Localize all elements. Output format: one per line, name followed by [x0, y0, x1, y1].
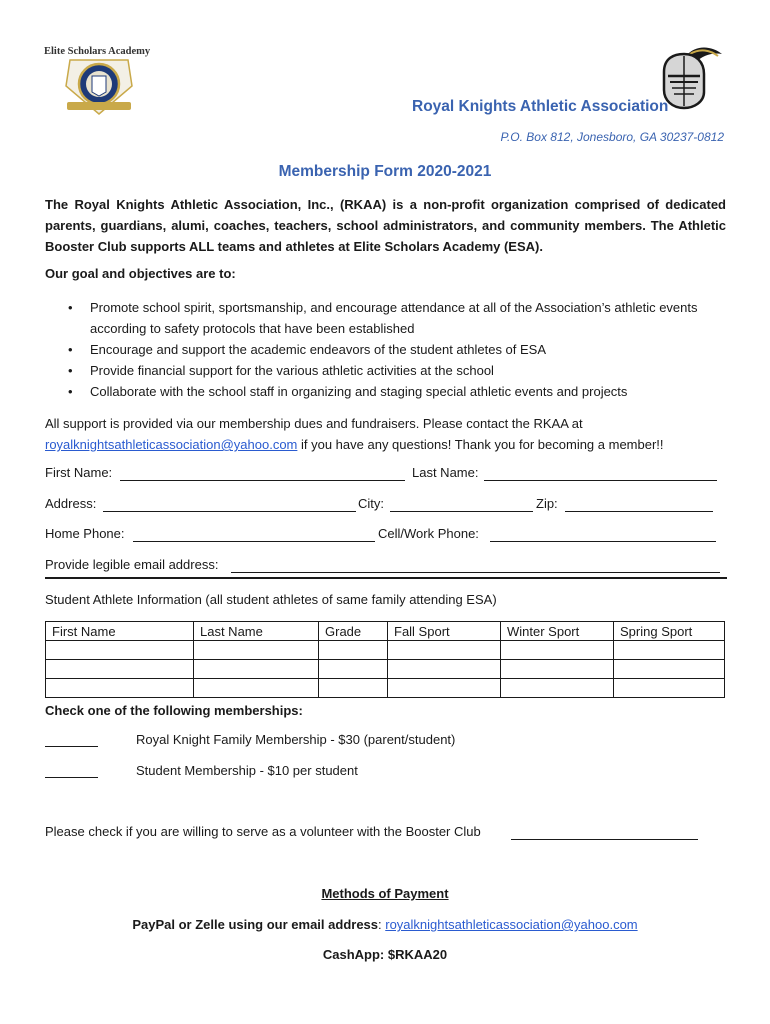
org-address: P.O. Box 812, Jonesboro, GA 30237-0812 — [500, 130, 724, 144]
table-cell[interactable] — [194, 641, 319, 660]
last-name-field[interactable] — [484, 480, 717, 481]
goal-heading: Our goal and objectives are to: — [45, 266, 236, 281]
payment-email-link[interactable]: royalknightsathleticassociation@yahoo.com — [385, 917, 638, 932]
city-field[interactable] — [390, 511, 533, 512]
address-label: Address: — [45, 496, 97, 511]
table-cell[interactable] — [319, 679, 388, 698]
school-name: Elite Scholars Academy — [44, 46, 151, 57]
table-cell[interactable] — [388, 641, 501, 660]
paypal-line: PayPal or Zelle using our email address: royalknightsathleticassociation@yahoo.com — [132, 917, 638, 932]
objective-item: • Collaborate with the school staff in organizing and staging special athletic events and projects — [68, 381, 726, 402]
last-name-label: Last Name: — [412, 465, 479, 480]
school-seal-logo — [62, 56, 136, 118]
table-cell[interactable] — [614, 660, 725, 679]
table-row — [46, 660, 725, 679]
contact-email-link[interactable]: royalknightsathleticassociation@yahoo.com — [45, 437, 298, 452]
support-text-end: if you have any questions! Thank you for becoming a member!! — [297, 437, 664, 452]
column-header: Fall Sport — [388, 622, 501, 641]
first-name-field[interactable] — [120, 480, 405, 481]
table-cell[interactable] — [388, 660, 501, 679]
objective-item: • Provide financial support for the various athletic activities at the school — [68, 360, 726, 381]
city-label: City: — [358, 496, 384, 511]
zip-field[interactable] — [565, 511, 713, 512]
family-membership-checkbox[interactable] — [45, 746, 98, 747]
address-field[interactable] — [103, 511, 356, 512]
home-phone-field[interactable] — [133, 541, 375, 542]
table-cell[interactable] — [194, 679, 319, 698]
table-cell[interactable] — [194, 660, 319, 679]
family-membership-label: Royal Knight Family Membership - $30 (parent/student) — [136, 732, 456, 747]
table-cell[interactable] — [319, 641, 388, 660]
table-cell[interactable] — [501, 641, 614, 660]
support-paragraph — [45, 413, 726, 455]
student-athlete-caption: Student Athlete Information (all student athletes of same family attending ESA) — [45, 592, 497, 607]
table-cell[interactable] — [46, 660, 194, 679]
table-cell[interactable] — [46, 679, 194, 698]
student-membership-label: Student Membership - $10 per student — [136, 763, 358, 778]
table-cell[interactable] — [501, 660, 614, 679]
table-cell[interactable] — [614, 641, 725, 660]
table-cell[interactable] — [501, 679, 614, 698]
org-title: Royal Knights Athletic Association — [412, 98, 669, 115]
zip-label: Zip: — [536, 496, 558, 511]
section-divider — [45, 577, 727, 579]
intro-paragraph: The Royal Knights Athletic Association, Inc., (RKAA) is a non-profit organization comprised of dedicated parents, guardians, alumi, coaches, teachers, school administrators, and community members. The Athletic Booster Club supports ALL teams and athletes at Elite Scholars Academy (ESA). — [45, 197, 726, 254]
membership-heading: Check one of the following memberships: — [45, 703, 303, 718]
email-label: Provide legible email address: — [45, 557, 219, 572]
column-header: Last Name — [194, 622, 319, 641]
objective-item: • Promote school spirit, sportsmanship, and encourage attendance at all of the Association’s athletic events according to safety protocols that have been established — [68, 297, 726, 339]
table-cell[interactable] — [614, 679, 725, 698]
cashapp-line: CashApp: $RKAA20 — [322, 947, 448, 962]
table-row — [46, 641, 725, 660]
form-title: Membership Form 2020-2021 — [278, 163, 492, 180]
paypal-label: PayPal or Zelle using our email address — [132, 917, 379, 932]
column-header: Spring Sport — [614, 622, 725, 641]
table-cell[interactable] — [388, 679, 501, 698]
table-header-row — [46, 622, 725, 641]
volunteer-label: Please check if you are willing to serve as a volunteer with the Booster Club — [45, 824, 481, 839]
first-name-label: First Name: — [45, 465, 113, 480]
column-header: Grade — [319, 622, 388, 641]
support-text: All support is provided via our membership dues and fundraisers. Please contact the RKAA at — [45, 416, 583, 431]
column-header: First Name — [46, 622, 194, 641]
student-membership-checkbox[interactable] — [45, 777, 98, 778]
table-cell[interactable] — [319, 660, 388, 679]
objectives-list — [68, 297, 726, 402]
home-phone-label: Home Phone: — [45, 526, 125, 541]
objective-item: • Encourage and support the academic endeavors of the student athletes of ESA — [68, 339, 726, 360]
volunteer-field[interactable] — [511, 839, 698, 840]
cell-phone-field[interactable] — [490, 541, 716, 542]
column-header: Winter Sport — [501, 622, 614, 641]
student-athlete-table — [45, 621, 725, 698]
table-row — [46, 679, 725, 698]
payment-heading: Methods of Payment — [321, 886, 449, 901]
email-field[interactable] — [231, 572, 720, 573]
cell-phone-label: Cell/Work Phone: — [378, 526, 479, 541]
table-cell[interactable] — [46, 641, 194, 660]
